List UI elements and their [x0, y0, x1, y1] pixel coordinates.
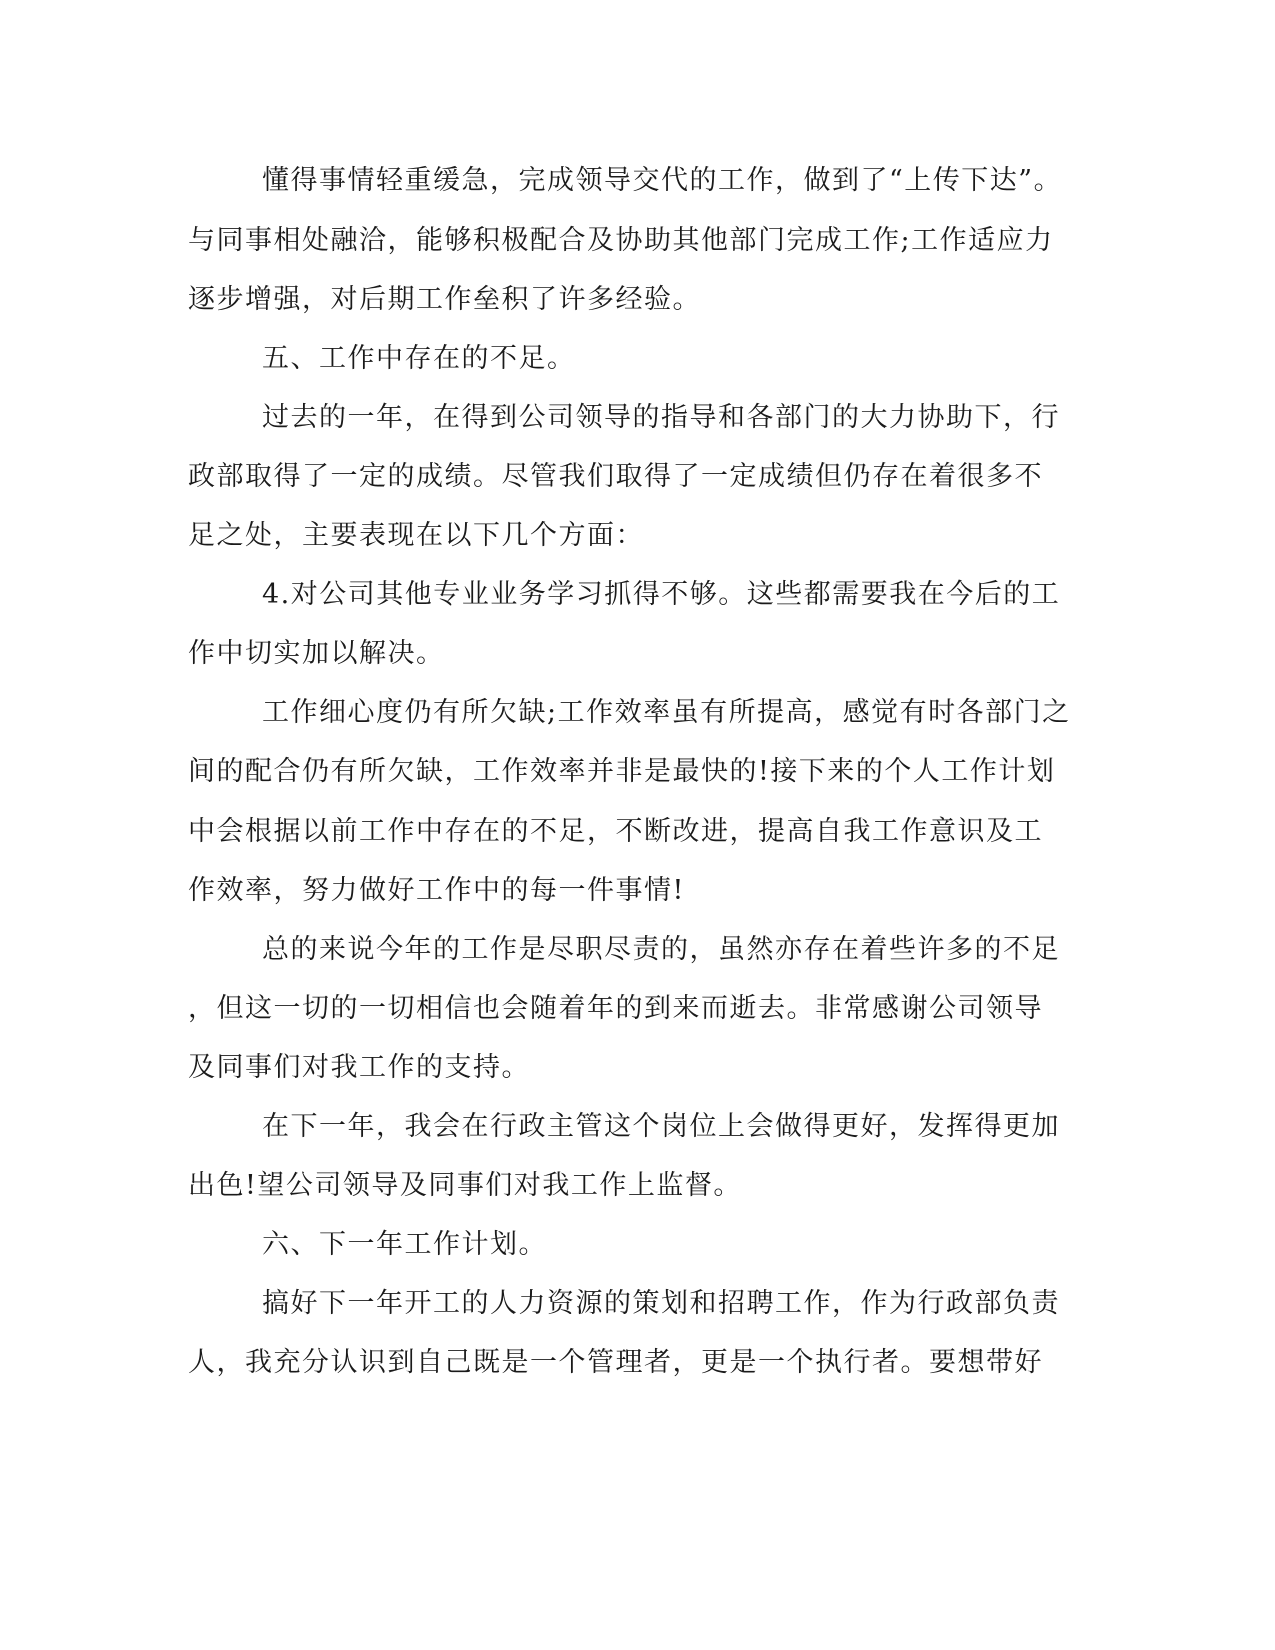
paragraph-line: 足之处，主要表现在以下几个方面： — [188, 520, 644, 551]
paragraph-line: 作效率，努力做好工作中的每一件事情! — [188, 875, 685, 906]
paragraph-line: 懂得事情轻重缓急，完成领导交代的工作，做到了“上传下达”。 — [262, 165, 1063, 196]
paragraph-line: 及同事们对我工作的支持。 — [188, 1052, 530, 1083]
paragraph-line: 搞好下一年开工的人力资源的策划和招聘工作，作为行政部负责 — [262, 1288, 1060, 1319]
paragraph-line: 过去的一年，在得到公司领导的指导和各部门的大力协助下，行 — [262, 402, 1060, 433]
paragraph-line: 作中切实加以解决。 — [188, 638, 445, 669]
paragraph-line: 政部取得了一定的成绩。尽管我们取得了一定成绩但仍存在着很多不 — [188, 461, 1043, 492]
paragraph-line: 逐步增强，对后期工作垒积了许多经验。 — [188, 284, 701, 315]
paragraph-line: 间的配合仍有所欠缺，工作效率并非是最快的!接下来的个人工作计划 — [188, 756, 1056, 787]
section-heading: 五、工作中存在的不足。 — [262, 343, 576, 374]
paragraph-line: 出色!望公司领导及同事们对我工作上监督。 — [188, 1170, 742, 1201]
section-heading: 六、下一年工作计划。 — [262, 1229, 547, 1260]
paragraph-line: 与同事相处融洽，能够积极配合及协助其他部门完成工作;工作适应力 — [188, 225, 1054, 256]
paragraph-line: 4.对公司其他专业业务学习抓得不够。这些都需要我在今后的工 — [262, 579, 1061, 610]
paragraph-line: 中会根据以前工作中存在的不足，不断改进，提高自我工作意识及工 — [188, 816, 1043, 847]
paragraph-line: 在下一年，我会在行政主管这个岗位上会做得更好，发挥得更加 — [262, 1111, 1060, 1142]
paragraph-line: 人，我充分认识到自己既是一个管理者，更是一个执行者。要想带好 — [188, 1347, 1043, 1378]
paragraph-line: 工作细心度仍有所欠缺;工作效率虽有所提高，感觉有时各部门之 — [262, 697, 1071, 728]
paragraph-line: 总的来说今年的工作是尽职尽责的，虽然亦存在着些许多的不足 — [262, 934, 1060, 965]
paragraph-line: ，但这一切的一切相信也会随着年的到来而逝去。非常感谢公司领导 — [188, 993, 1043, 1024]
